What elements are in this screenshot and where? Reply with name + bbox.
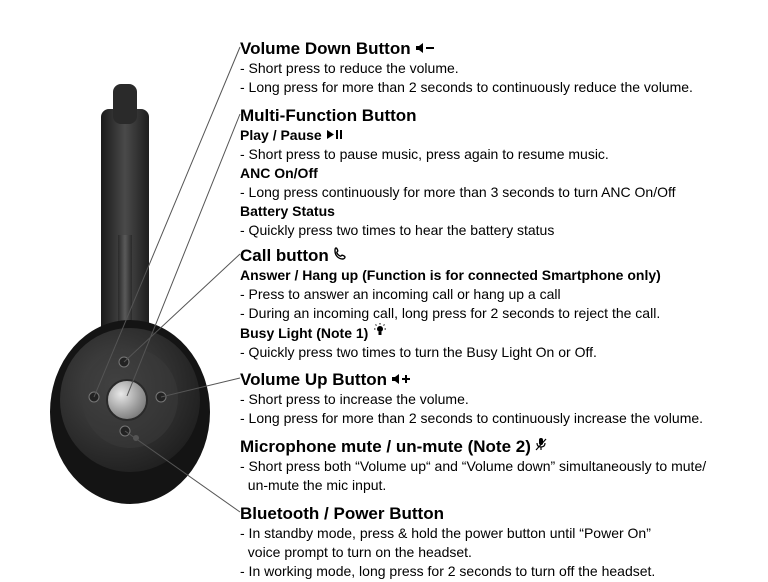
play-pause-line: - Short press to pause music, press again to resume music. bbox=[240, 146, 609, 162]
phone-icon bbox=[333, 245, 347, 266]
mic-mute-section bbox=[240, 436, 706, 495]
volume-up-section bbox=[240, 369, 703, 428]
volume-up-line-1: - Short press to increase the volume. bbox=[240, 391, 469, 407]
light-bulb-icon bbox=[372, 323, 388, 343]
busy-light-label: Busy Light (Note 1) bbox=[240, 323, 661, 343]
multi-function-knob[interactable] bbox=[107, 380, 147, 420]
anc-line: - Long press continuously for more than 3 seconds to turn ANC On/Off bbox=[240, 184, 676, 200]
headband bbox=[101, 84, 149, 345]
speaker-plus-icon bbox=[391, 369, 413, 390]
speaker-minus-icon bbox=[415, 38, 437, 59]
mic-mute-line-1: - Short press both “Volume up“ and “Volume down” simultaneously to mute/ bbox=[240, 458, 707, 474]
microphone-muted-icon bbox=[535, 436, 547, 457]
answer-line-1: - Press to answer an incoming call or hang up a call bbox=[240, 286, 561, 302]
volume-up-title: Volume Up Button bbox=[240, 369, 703, 390]
battery-label: Battery Status bbox=[240, 203, 335, 219]
mic-mute-line-2: un-mute the mic input. bbox=[240, 477, 387, 493]
volume-down-line-2: - Long press for more than 2 seconds to continuously reduce the volume. bbox=[240, 79, 693, 95]
play-pause-icon bbox=[326, 126, 344, 145]
volume-up-line-2: - Long press for more than 2 seconds to continuously increase the volume. bbox=[240, 410, 704, 426]
mic-mute-title: Microphone mute / un-mute (Note 2) bbox=[240, 436, 706, 457]
busy-light-line: - Quickly press two times to turn the Busy Light On or Off. bbox=[240, 344, 597, 360]
bluetooth-power-title: Bluetooth / Power Button bbox=[240, 504, 444, 523]
bluetooth-line-1: - In standby mode, press & hold the power button until “Power On” bbox=[240, 525, 651, 541]
battery-line: - Quickly press two times to hear the battery status bbox=[240, 222, 555, 238]
anc-label: ANC On/Off bbox=[240, 165, 318, 181]
answer-hang-up-label: Answer / Hang up (Function is for connected Smartphone only) bbox=[240, 267, 661, 283]
call-section bbox=[240, 245, 661, 362]
volume-down-section bbox=[240, 38, 693, 97]
call-title: Call button bbox=[240, 245, 661, 266]
answer-line-2: - During an incoming call, long press for 2 seconds to reject the call. bbox=[240, 305, 661, 321]
play-pause-label: Play / Pause bbox=[240, 126, 676, 145]
volume-down-title: Volume Down Button bbox=[240, 38, 693, 59]
bluetooth-line-2: voice prompt to turn on the headset. bbox=[240, 544, 472, 560]
multi-function-section bbox=[240, 105, 676, 240]
volume-down-line-1: - Short press to reduce the volume. bbox=[240, 60, 459, 76]
multi-function-title: Multi-Function Button bbox=[240, 106, 417, 125]
bluetooth-line-3: - In working mode, long press for 2 seconds to turn off the headset. bbox=[240, 563, 656, 579]
bluetooth-power-section bbox=[240, 503, 655, 581]
